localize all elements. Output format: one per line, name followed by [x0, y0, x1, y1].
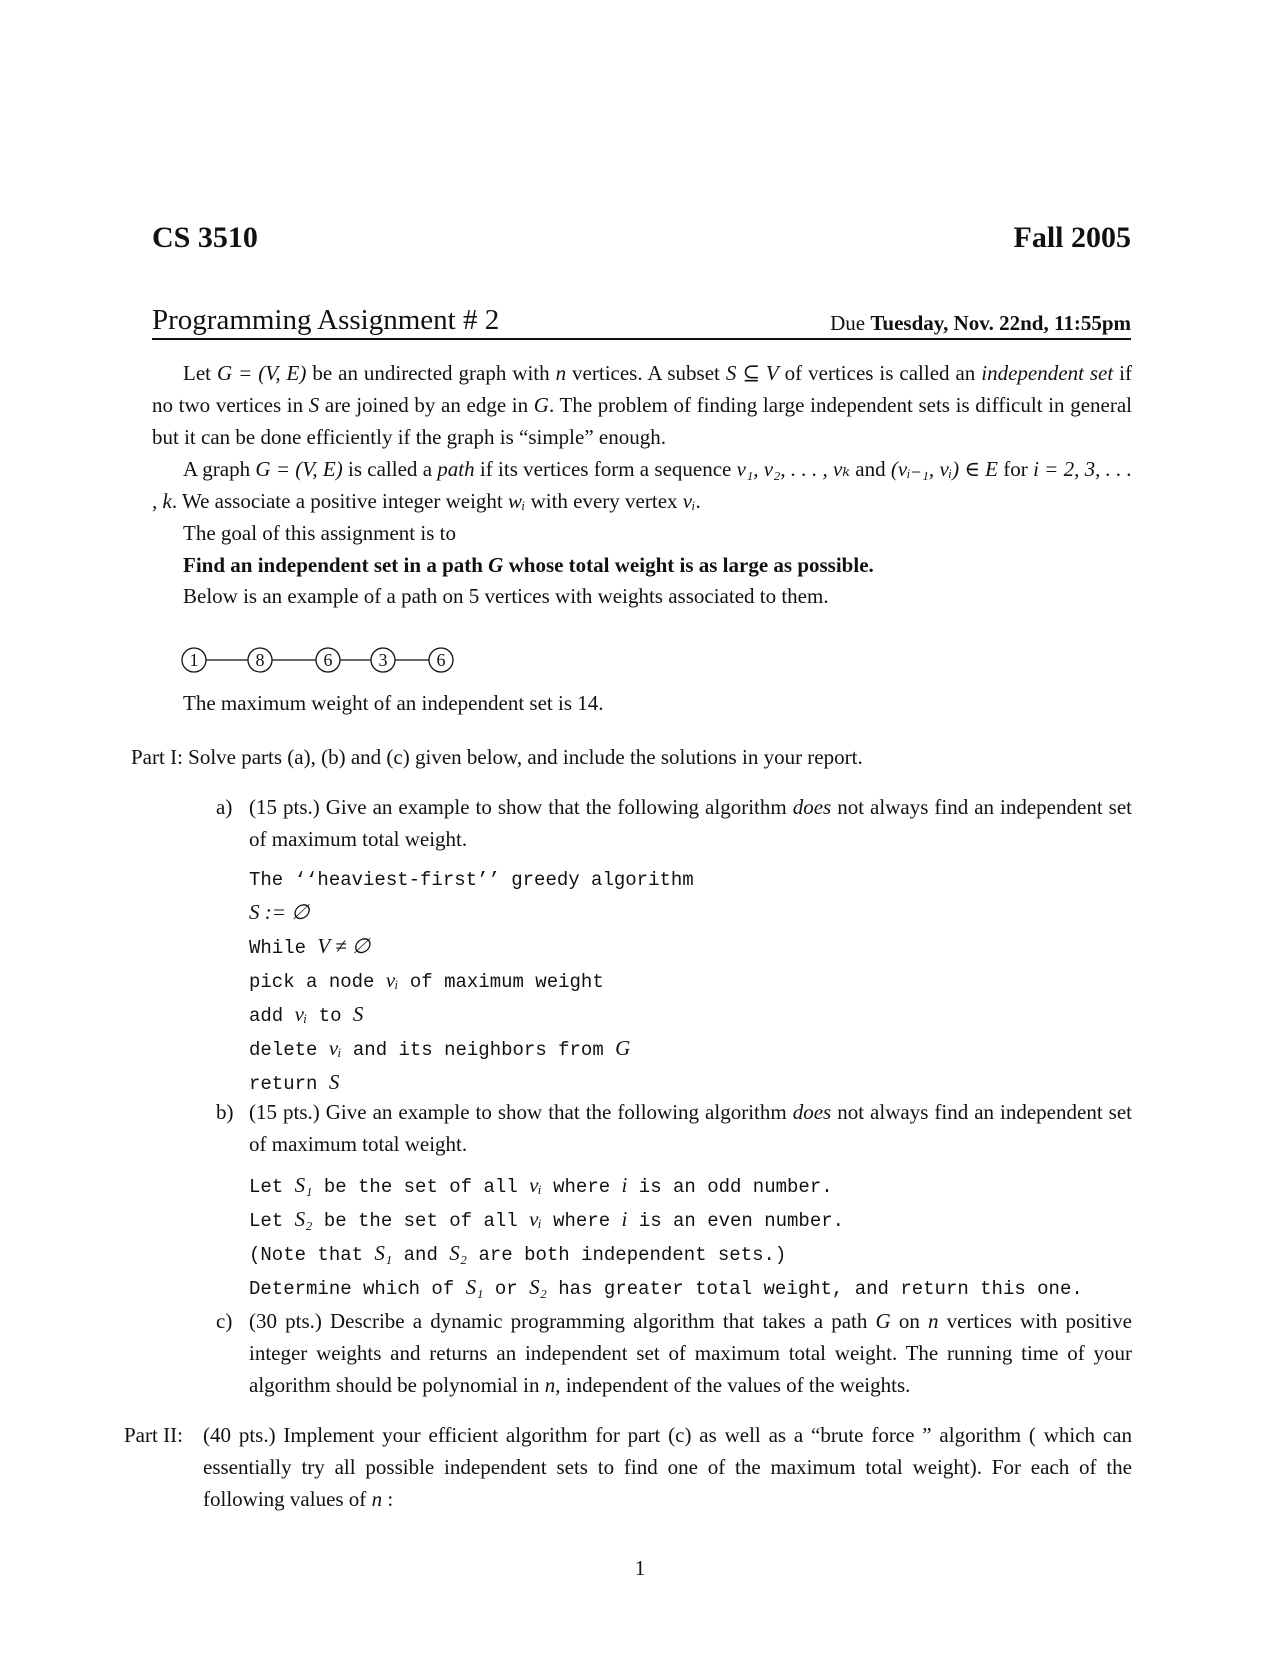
code-line: Determine which of S₁ or S₂ has greater total weight, and return this one.	[249, 1275, 1083, 1300]
item-label: a)	[216, 795, 233, 819]
goal-statement: Find an independent set in a path G whose total weight is as large as possible.	[183, 553, 874, 577]
part-1-item-b	[216, 1096, 1132, 1160]
vertex-weight-label: 6	[436, 650, 446, 670]
assignment-title: Programming Assignment # 2	[152, 304, 500, 336]
example-result: The maximum weight of an independent set is 14.	[183, 691, 604, 715]
intro-paragraph-2: A graph G = (V, E) is called a path if its vertices form a sequence v₁, v₂, . . . , vₖ and (vᵢ₋₁, vᵢ) ∈ E for i = 2, 3, . . . , k. We associate a positive integer weight wᵢ with every vertex vᵢ.	[152, 457, 1132, 513]
part-1-item-a	[216, 791, 1132, 855]
item-text: (15 pts.) Give an example to show that the following algorithm does not always find an independent set of maximum total weight.	[249, 1100, 1132, 1156]
goal-intro: The goal of this assignment is to	[183, 521, 456, 545]
code-line: delete vᵢ and its neighbors from G	[249, 1036, 631, 1061]
part-2-text: (40 pts.) Implement your efficient algorithm for part (c) as well as a “brute force ” algorithm ( which can essentially try all possible independent sets to find one of the maximum total weight). For each of the following values of n :	[203, 1423, 1132, 1511]
page-number: 1	[634, 1556, 646, 1580]
item-label: b)	[216, 1100, 234, 1124]
code-line: S := ∅	[249, 900, 310, 924]
code-line: (Note that S₁ and S₂ are both independent sets.)	[249, 1241, 787, 1266]
code-line: pick a node vᵢ of maximum weight	[249, 968, 604, 993]
example-intro: Below is an example of a path on 5 vertices with weights associated to them.	[183, 584, 829, 608]
item-text: (15 pts.) Give an example to show that the following algorithm does not always find an independent set of maximum total weight.	[249, 795, 1132, 851]
vertex-weight-label: 3	[378, 650, 388, 670]
vertex-weight-label: 6	[323, 650, 333, 670]
intro-paragraph-1: Let G = (V, E) be an undirected graph with n vertices. A subset S ⊆ V of vertices is called an independent set if no two vertices in S are joined by an edge in G. The problem of finding large independent sets is difficult in general but it can be done efficiently if the graph is “simple” enough.	[152, 361, 1132, 449]
example-path-graph	[180, 642, 480, 678]
code-line: Let S₂ be the set of all vᵢ where i is an even number.	[249, 1207, 845, 1232]
parity-algorithm-code	[249, 1169, 1083, 1305]
vertex-weight-label: 1	[189, 650, 199, 670]
code-line: add vᵢ to S	[249, 1002, 364, 1027]
part-1-intro: Part I: Solve parts (a), (b) and (c) given below, and include the solutions in your report.	[131, 745, 863, 769]
code-line: The ‘‘heaviest-first’’ greedy algorithm	[249, 869, 694, 891]
course-code: CS 3510	[152, 221, 258, 254]
part-2	[124, 1419, 1132, 1515]
due-date: Due Tuesday, Nov. 22nd, 11:55pm	[830, 311, 1131, 335]
term: Fall 2005	[1013, 221, 1131, 254]
item-text: (30 pts.) Describe a dynamic programming algorithm that takes a path G on n vertices with positive integer weights and returns an independent set of maximum total weight. The running time of your algorithm should be polynomial in n, independent of the values of the weights.	[249, 1309, 1132, 1397]
code-line: return S	[249, 1070, 340, 1095]
title-row	[152, 300, 1131, 340]
code-line: Let S₁ be the set of all vᵢ where i is an odd number.	[249, 1173, 833, 1198]
item-label: c)	[216, 1309, 233, 1333]
code-line: While V ≠ ∅	[249, 934, 371, 959]
part-2-label: Part II:	[124, 1423, 183, 1447]
vertex-weight-label: 8	[255, 650, 265, 670]
greedy-algorithm-code	[249, 864, 694, 1100]
part-1-item-c	[216, 1305, 1132, 1401]
